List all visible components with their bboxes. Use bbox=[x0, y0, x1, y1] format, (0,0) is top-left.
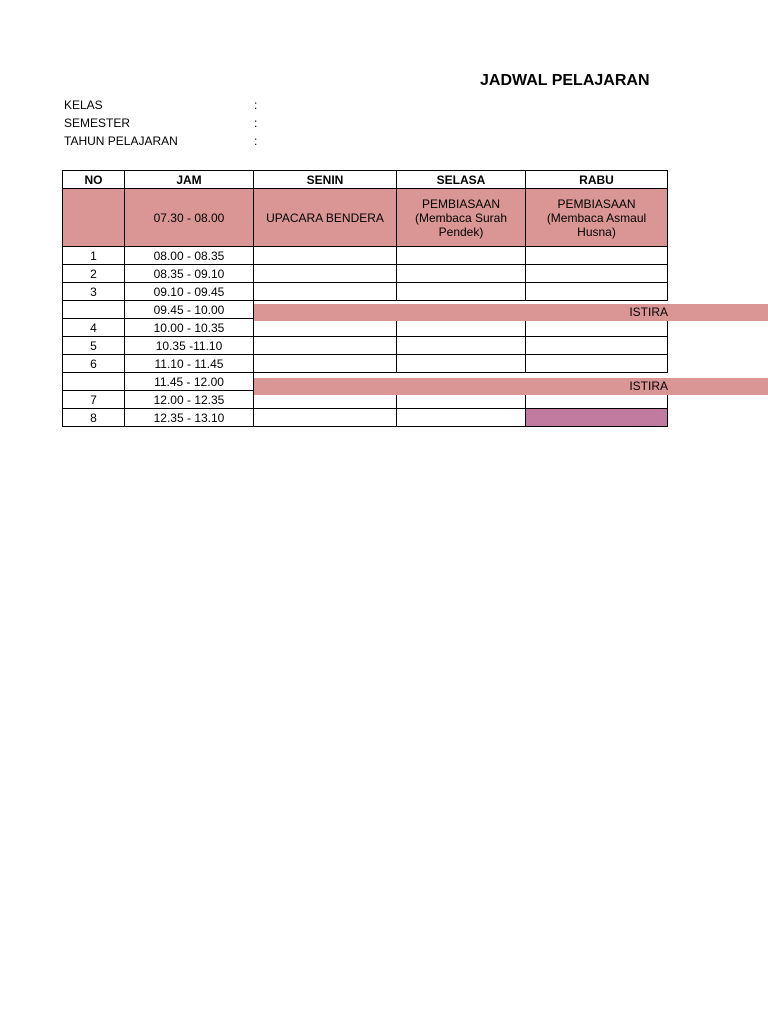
opening-rabu: PEMBIASAAN (Membaca Asmaul Husna) bbox=[526, 189, 668, 247]
header-jam: JAM bbox=[125, 171, 254, 189]
cell-selasa bbox=[397, 409, 526, 427]
break-label-2: ISTIRA bbox=[629, 379, 668, 393]
row-no: 6 bbox=[63, 355, 125, 373]
cell-senin bbox=[254, 319, 397, 337]
row-jam: 09.10 - 09.45 bbox=[125, 283, 254, 301]
cell-selasa bbox=[397, 265, 526, 283]
opening-selasa: PEMBIASAAN (Membaca Surah Pendek) bbox=[397, 189, 526, 247]
row-jam: 08.00 - 08.35 bbox=[125, 247, 254, 265]
cell-senin bbox=[254, 247, 397, 265]
header-row bbox=[63, 171, 668, 189]
cell-senin bbox=[254, 265, 397, 283]
table-row bbox=[63, 283, 668, 301]
table-row bbox=[63, 409, 668, 427]
info-semester-label: SEMESTER bbox=[64, 116, 131, 130]
cell-selasa bbox=[397, 337, 526, 355]
opening-row bbox=[63, 189, 668, 247]
row-no: 8 bbox=[63, 409, 125, 427]
row-no: 4 bbox=[63, 319, 125, 337]
row-no: 3 bbox=[63, 283, 125, 301]
cell-selasa bbox=[397, 247, 526, 265]
cell-selasa bbox=[397, 283, 526, 301]
cell-selasa bbox=[397, 355, 526, 373]
row-jam: 10.00 - 10.35 bbox=[125, 319, 254, 337]
row-jam: 12.35 - 13.10 bbox=[125, 409, 254, 427]
table-row bbox=[63, 247, 668, 265]
cell-senin bbox=[254, 283, 397, 301]
info-kelas-colon: : bbox=[254, 98, 258, 112]
break-band-1 bbox=[254, 304, 768, 321]
cell-rabu bbox=[526, 319, 668, 337]
page-title: JADWAL PELAJARAN bbox=[480, 72, 650, 89]
break-label-1: ISTIRA bbox=[629, 305, 668, 319]
cell-selasa bbox=[397, 319, 526, 337]
opening-jam: 07.30 - 08.00 bbox=[125, 189, 254, 247]
row-no: 1 bbox=[63, 247, 125, 265]
cell-rabu bbox=[526, 247, 668, 265]
table-row bbox=[63, 337, 668, 355]
opening-senin: UPACARA BENDERA bbox=[254, 189, 397, 247]
cell-rabu bbox=[526, 355, 668, 373]
header-senin: SENIN bbox=[254, 171, 397, 189]
header-no: NO bbox=[63, 171, 125, 189]
row-no bbox=[63, 301, 125, 319]
table-row bbox=[63, 319, 668, 337]
cell-senin bbox=[254, 355, 397, 373]
header-selasa: SELASA bbox=[397, 171, 526, 189]
break-band-2 bbox=[254, 378, 768, 395]
row-jam: 08.35 - 09.10 bbox=[125, 265, 254, 283]
cell-rabu bbox=[526, 283, 668, 301]
cell-senin bbox=[254, 337, 397, 355]
row-no: 7 bbox=[63, 391, 125, 409]
row-no: 5 bbox=[63, 337, 125, 355]
info-kelas-label: KELAS bbox=[64, 98, 103, 112]
table-row bbox=[63, 355, 668, 373]
header-rabu: RABU bbox=[526, 171, 668, 189]
row-jam: 11.10 - 11.45 bbox=[125, 355, 254, 373]
info-semester-colon: : bbox=[254, 116, 258, 130]
row-no: 2 bbox=[63, 265, 125, 283]
row-jam: 11.45 - 12.00 bbox=[125, 373, 254, 391]
cell-rabu bbox=[526, 265, 668, 283]
cell-rabu-highlight bbox=[526, 409, 668, 427]
info-tahun-label: TAHUN PELAJARAN bbox=[64, 134, 178, 148]
row-jam: 12.00 - 12.35 bbox=[125, 391, 254, 409]
info-tahun-colon: : bbox=[254, 134, 258, 148]
table-row bbox=[63, 265, 668, 283]
opening-no bbox=[63, 189, 125, 247]
cell-rabu bbox=[526, 337, 668, 355]
row-no bbox=[63, 373, 125, 391]
row-jam: 10.35 -11.10 bbox=[125, 337, 254, 355]
row-jam: 09.45 - 10.00 bbox=[125, 301, 254, 319]
cell-senin bbox=[254, 409, 397, 427]
